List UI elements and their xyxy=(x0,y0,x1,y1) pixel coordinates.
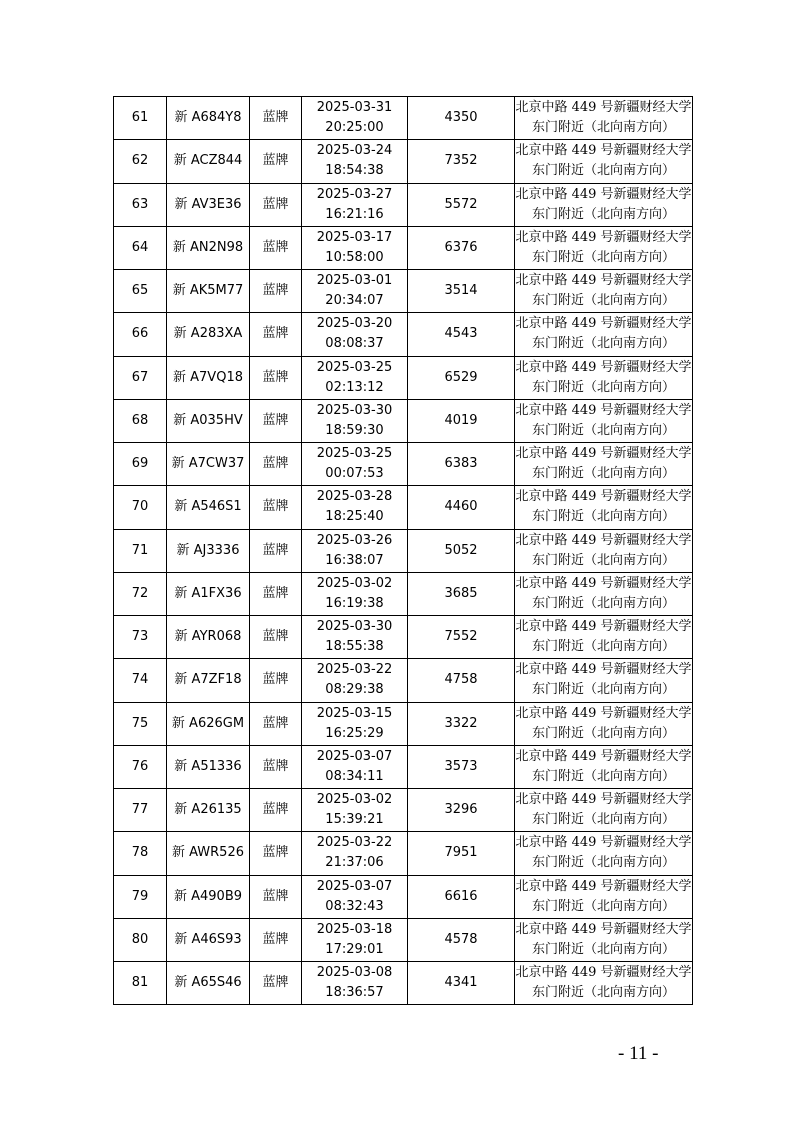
location-line-2: 东门附近（北向南方向） xyxy=(531,941,675,957)
amount: 4758 xyxy=(408,659,515,702)
timestamp-date: 2025-03-30 xyxy=(316,402,393,418)
table-row xyxy=(114,875,693,918)
location-line-1: 北京中路 449 号新疆财经大学 xyxy=(515,965,692,981)
location xyxy=(515,226,693,269)
location-line-2: 东门附近（北向南方向） xyxy=(531,379,675,395)
location-line-1: 北京中路 449 号新疆财经大学 xyxy=(515,532,692,548)
location-line-2: 东门附近（北向南方向） xyxy=(531,466,675,482)
table-row xyxy=(114,572,693,615)
row-number: 74 xyxy=(114,659,167,702)
plate-number: 新 A283XA xyxy=(167,313,250,356)
row-number: 61 xyxy=(114,97,167,140)
timestamp-date: 2025-03-07 xyxy=(316,878,393,894)
plate-number: 新 A546S1 xyxy=(167,486,250,529)
plate-color: 蓝牌 xyxy=(250,702,302,745)
timestamp-date: 2025-03-17 xyxy=(316,229,393,245)
row-number: 79 xyxy=(114,875,167,918)
plate-number: 新 A684Y8 xyxy=(167,97,250,140)
location xyxy=(515,356,693,399)
row-number: 71 xyxy=(114,529,167,572)
location xyxy=(515,140,693,183)
plate-number: 新 A65S46 xyxy=(167,962,250,1005)
timestamp-date: 2025-03-18 xyxy=(316,921,393,937)
timestamp xyxy=(302,529,408,572)
plate-number: 新 AWR526 xyxy=(167,832,250,875)
location-line-1: 北京中路 449 号新疆财经大学 xyxy=(515,229,692,245)
table-row xyxy=(114,356,693,399)
timestamp xyxy=(302,789,408,832)
row-number: 68 xyxy=(114,399,167,442)
location-line-2: 东门附近（北向南方向） xyxy=(531,725,675,741)
amount: 6383 xyxy=(408,443,515,486)
location-line-2: 东门附近（北向南方向） xyxy=(531,249,675,265)
location-line-1: 北京中路 449 号新疆财经大学 xyxy=(515,359,692,375)
table-row xyxy=(114,659,693,702)
location-line-1: 北京中路 449 号新疆财经大学 xyxy=(515,316,692,332)
plate-color: 蓝牌 xyxy=(250,529,302,572)
table-row xyxy=(114,270,693,313)
row-number: 70 xyxy=(114,486,167,529)
plate-number: 新 A26135 xyxy=(167,789,250,832)
location-line-2: 东门附近（北向南方向） xyxy=(531,595,675,611)
amount: 3573 xyxy=(408,745,515,788)
timestamp-date: 2025-03-25 xyxy=(316,446,393,462)
amount: 7951 xyxy=(408,832,515,875)
plate-color: 蓝牌 xyxy=(250,789,302,832)
timestamp xyxy=(302,356,408,399)
timestamp-time: 17:29:01 xyxy=(325,941,384,957)
amount: 4543 xyxy=(408,313,515,356)
location-line-1: 北京中路 449 号新疆财经大学 xyxy=(515,921,692,937)
timestamp xyxy=(302,745,408,788)
location-line-1: 北京中路 449 号新疆财经大学 xyxy=(515,878,692,894)
records-table xyxy=(113,96,693,1005)
plate-number: 新 AK5M77 xyxy=(167,270,250,313)
location-line-1: 北京中路 449 号新疆财经大学 xyxy=(515,100,692,116)
timestamp xyxy=(302,443,408,486)
row-number: 73 xyxy=(114,616,167,659)
timestamp-date: 2025-03-15 xyxy=(316,705,393,721)
plate-number: 新 A7ZF18 xyxy=(167,659,250,702)
timestamp xyxy=(302,313,408,356)
location xyxy=(515,702,693,745)
location-line-2: 东门附近（北向南方向） xyxy=(531,768,675,784)
location-line-2: 东门附近（北向南方向） xyxy=(531,639,675,655)
timestamp xyxy=(302,702,408,745)
plate-color: 蓝牌 xyxy=(250,572,302,615)
page-number: - 11 - xyxy=(618,1043,659,1064)
timestamp-time: 08:34:11 xyxy=(325,768,384,784)
timestamp-date: 2025-03-25 xyxy=(316,359,393,375)
amount: 4019 xyxy=(408,399,515,442)
plate-number: 新 A7VQ18 xyxy=(167,356,250,399)
plate-color: 蓝牌 xyxy=(250,875,302,918)
timestamp-date: 2025-03-26 xyxy=(316,532,393,548)
table-row xyxy=(114,399,693,442)
plate-color: 蓝牌 xyxy=(250,140,302,183)
timestamp xyxy=(302,399,408,442)
timestamp-date: 2025-03-28 xyxy=(316,489,393,505)
plate-number: 新 A035HV xyxy=(167,399,250,442)
location xyxy=(515,529,693,572)
location xyxy=(515,875,693,918)
row-number: 72 xyxy=(114,572,167,615)
amount: 5052 xyxy=(408,529,515,572)
timestamp-time: 18:54:38 xyxy=(325,163,384,179)
table-row xyxy=(114,97,693,140)
location-line-1: 北京中路 449 号新疆财经大学 xyxy=(515,402,692,418)
row-number: 65 xyxy=(114,270,167,313)
location xyxy=(515,789,693,832)
location xyxy=(515,659,693,702)
amount: 4350 xyxy=(408,97,515,140)
table-row xyxy=(114,443,693,486)
location-line-1: 北京中路 449 号新疆财经大学 xyxy=(515,489,692,505)
location-line-1: 北京中路 449 号新疆财经大学 xyxy=(515,186,692,202)
timestamp-time: 08:08:37 xyxy=(325,336,384,352)
amount: 7352 xyxy=(408,140,515,183)
amount: 4460 xyxy=(408,486,515,529)
plate-color: 蓝牌 xyxy=(250,832,302,875)
location-line-2: 东门附近（北向南方向） xyxy=(531,898,675,914)
amount: 5572 xyxy=(408,183,515,226)
table-row xyxy=(114,962,693,1005)
location-line-2: 东门附近（北向南方向） xyxy=(531,855,675,871)
location-line-2: 东门附近（北向南方向） xyxy=(531,336,675,352)
plate-color: 蓝牌 xyxy=(250,183,302,226)
row-number: 64 xyxy=(114,226,167,269)
timestamp xyxy=(302,270,408,313)
location xyxy=(515,97,693,140)
timestamp-date: 2025-03-08 xyxy=(316,965,393,981)
timestamp-time: 15:39:21 xyxy=(325,812,384,828)
timestamp xyxy=(302,486,408,529)
timestamp xyxy=(302,572,408,615)
table-row xyxy=(114,529,693,572)
location xyxy=(515,745,693,788)
location-line-1: 北京中路 449 号新疆财经大学 xyxy=(515,748,692,764)
plate-number: 新 AN2N98 xyxy=(167,226,250,269)
timestamp-time: 08:32:43 xyxy=(325,898,384,914)
location-line-2: 东门附近（北向南方向） xyxy=(531,682,675,698)
location xyxy=(515,313,693,356)
table-row xyxy=(114,789,693,832)
location xyxy=(515,443,693,486)
timestamp-date: 2025-03-22 xyxy=(316,662,393,678)
timestamp-time: 18:25:40 xyxy=(325,509,384,525)
location-line-1: 北京中路 449 号新疆财经大学 xyxy=(515,619,692,635)
plate-number: 新 AV3E36 xyxy=(167,183,250,226)
location-line-1: 北京中路 449 号新疆财经大学 xyxy=(515,143,692,159)
table-row xyxy=(114,918,693,961)
timestamp-time: 20:25:00 xyxy=(325,120,384,136)
plate-color: 蓝牌 xyxy=(250,226,302,269)
timestamp-date: 2025-03-22 xyxy=(316,835,393,851)
location-line-2: 东门附近（北向南方向） xyxy=(531,163,675,179)
location-line-2: 东门附近（北向南方向） xyxy=(531,120,675,136)
plate-color: 蓝牌 xyxy=(250,659,302,702)
plate-color: 蓝牌 xyxy=(250,313,302,356)
timestamp xyxy=(302,97,408,140)
location xyxy=(515,270,693,313)
timestamp-time: 18:36:57 xyxy=(325,985,384,1001)
amount: 4578 xyxy=(408,918,515,961)
row-number: 69 xyxy=(114,443,167,486)
timestamp-time: 16:19:38 xyxy=(325,595,384,611)
timestamp xyxy=(302,962,408,1005)
amount: 3514 xyxy=(408,270,515,313)
plate-color: 蓝牌 xyxy=(250,399,302,442)
location xyxy=(515,399,693,442)
location xyxy=(515,183,693,226)
timestamp-date: 2025-03-02 xyxy=(316,575,393,591)
amount: 7552 xyxy=(408,616,515,659)
amount: 3685 xyxy=(408,572,515,615)
plate-number: 新 A51336 xyxy=(167,745,250,788)
timestamp-date: 2025-03-02 xyxy=(316,792,393,808)
location-line-2: 东门附近（北向南方向） xyxy=(531,422,675,438)
plate-number: 新 A1FX36 xyxy=(167,572,250,615)
plate-number: 新 AYR068 xyxy=(167,616,250,659)
location-line-2: 东门附近（北向南方向） xyxy=(531,812,675,828)
row-number: 80 xyxy=(114,918,167,961)
plate-number: 新 A46S93 xyxy=(167,918,250,961)
timestamp-time: 08:29:38 xyxy=(325,682,384,698)
location-line-2: 东门附近（北向南方向） xyxy=(531,293,675,309)
table-row xyxy=(114,616,693,659)
location-line-1: 北京中路 449 号新疆财经大学 xyxy=(515,446,692,462)
timestamp-date: 2025-03-30 xyxy=(316,619,393,635)
timestamp-date: 2025-03-24 xyxy=(316,143,393,159)
location-line-2: 东门附近（北向南方向） xyxy=(531,509,675,525)
location-line-1: 北京中路 449 号新疆财经大学 xyxy=(515,835,692,851)
timestamp xyxy=(302,140,408,183)
location xyxy=(515,616,693,659)
amount: 6529 xyxy=(408,356,515,399)
location-line-2: 东门附近（北向南方向） xyxy=(531,552,675,568)
timestamp xyxy=(302,226,408,269)
location xyxy=(515,962,693,1005)
timestamp-date: 2025-03-20 xyxy=(316,316,393,332)
row-number: 77 xyxy=(114,789,167,832)
timestamp-time: 02:13:12 xyxy=(325,379,384,395)
timestamp-date: 2025-03-27 xyxy=(316,186,393,202)
location-line-1: 北京中路 449 号新疆财经大学 xyxy=(515,662,692,678)
timestamp-time: 21:37:06 xyxy=(325,855,384,871)
plate-number: 新 A626GM xyxy=(167,702,250,745)
table-row xyxy=(114,832,693,875)
row-number: 63 xyxy=(114,183,167,226)
plate-color: 蓝牌 xyxy=(250,918,302,961)
timestamp-date: 2025-03-07 xyxy=(316,748,393,764)
location-line-1: 北京中路 449 号新疆财经大学 xyxy=(515,705,692,721)
amount: 3322 xyxy=(408,702,515,745)
table-row xyxy=(114,745,693,788)
plate-number: 新 A490B9 xyxy=(167,875,250,918)
table-row xyxy=(114,702,693,745)
plate-color: 蓝牌 xyxy=(250,97,302,140)
location xyxy=(515,918,693,961)
timestamp-date: 2025-03-31 xyxy=(316,100,393,116)
location-line-2: 东门附近（北向南方向） xyxy=(531,985,675,1001)
plate-color: 蓝牌 xyxy=(250,356,302,399)
row-number: 78 xyxy=(114,832,167,875)
timestamp xyxy=(302,183,408,226)
row-number: 75 xyxy=(114,702,167,745)
plate-color: 蓝牌 xyxy=(250,616,302,659)
location xyxy=(515,832,693,875)
row-number: 81 xyxy=(114,962,167,1005)
timestamp-time: 20:34:07 xyxy=(325,293,384,309)
location xyxy=(515,486,693,529)
timestamp-time: 18:55:38 xyxy=(325,639,384,655)
amount: 4341 xyxy=(408,962,515,1005)
timestamp-time: 10:58:00 xyxy=(325,249,384,265)
location-line-1: 北京中路 449 号新疆财经大学 xyxy=(515,273,692,289)
plate-color: 蓝牌 xyxy=(250,745,302,788)
table-row xyxy=(114,140,693,183)
table-row xyxy=(114,226,693,269)
timestamp xyxy=(302,616,408,659)
location-line-1: 北京中路 449 号新疆财经大学 xyxy=(515,792,692,808)
plate-color: 蓝牌 xyxy=(250,962,302,1005)
row-number: 76 xyxy=(114,745,167,788)
location xyxy=(515,572,693,615)
plate-number: 新 AJ3336 xyxy=(167,529,250,572)
amount: 3296 xyxy=(408,789,515,832)
plate-number: 新 A7CW37 xyxy=(167,443,250,486)
timestamp-time: 18:59:30 xyxy=(325,422,384,438)
plate-color: 蓝牌 xyxy=(250,270,302,313)
amount: 6616 xyxy=(408,875,515,918)
plate-color: 蓝牌 xyxy=(250,486,302,529)
amount: 6376 xyxy=(408,226,515,269)
records-table-body xyxy=(114,97,693,1005)
timestamp-time: 16:25:29 xyxy=(325,725,384,741)
row-number: 66 xyxy=(114,313,167,356)
table-row xyxy=(114,313,693,356)
timestamp xyxy=(302,659,408,702)
timestamp xyxy=(302,918,408,961)
timestamp-time: 16:38:07 xyxy=(325,552,384,568)
row-number: 62 xyxy=(114,140,167,183)
timestamp xyxy=(302,875,408,918)
plate-color: 蓝牌 xyxy=(250,443,302,486)
location-line-1: 北京中路 449 号新疆财经大学 xyxy=(515,575,692,591)
timestamp-time: 16:21:16 xyxy=(325,206,384,222)
timestamp-time: 00:07:53 xyxy=(325,466,384,482)
table-row xyxy=(114,183,693,226)
row-number: 67 xyxy=(114,356,167,399)
timestamp-date: 2025-03-01 xyxy=(316,273,393,289)
table-row xyxy=(114,486,693,529)
timestamp xyxy=(302,832,408,875)
location-line-2: 东门附近（北向南方向） xyxy=(531,206,675,222)
plate-number: 新 ACZ844 xyxy=(167,140,250,183)
